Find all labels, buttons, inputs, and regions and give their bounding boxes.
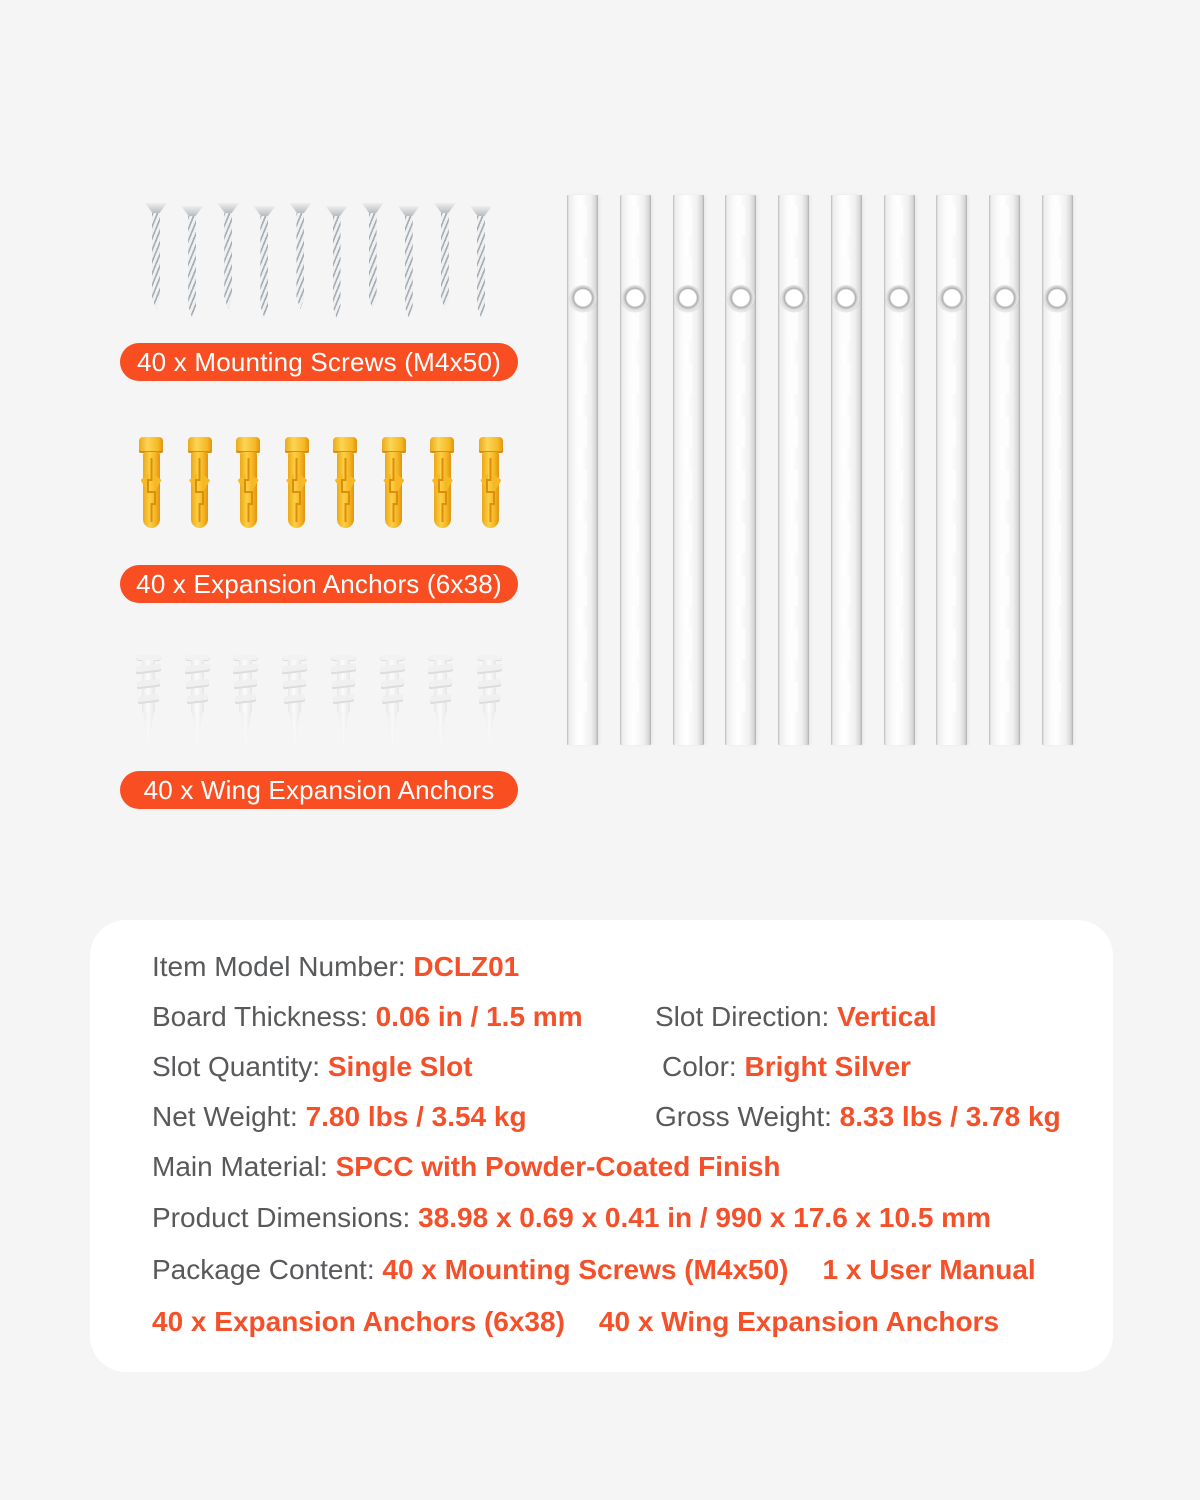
screw-head <box>253 206 275 216</box>
anchor-body <box>337 452 354 528</box>
wing-anchor-tip <box>289 711 300 745</box>
mounting-screw <box>289 203 311 321</box>
spec-slot-direction-value: Vertical <box>837 1001 937 1032</box>
rail-mounting-hole <box>832 285 860 313</box>
anchor-collar <box>333 437 357 453</box>
wall-standard-rail <box>567 195 598 745</box>
wing-anchor <box>379 655 406 747</box>
rail-mounting-hole <box>938 285 966 313</box>
wing-anchor-tip <box>435 711 446 745</box>
wing-anchor-tip <box>387 711 398 745</box>
anchor-body <box>143 452 160 528</box>
spec-slot-quantity <box>152 1050 473 1084</box>
wing-anchors-label-text: 40 x Wing Expansion Anchors <box>143 774 495 805</box>
screw-shaft <box>477 216 485 318</box>
wing-anchor <box>281 655 308 747</box>
expansion-anchors-label <box>120 565 518 603</box>
spec-item-model <box>152 950 519 984</box>
anchor-collar <box>139 437 163 453</box>
wing-anchor-fin <box>187 694 208 705</box>
wall-standard-rail <box>1042 195 1073 745</box>
expansion-anchor <box>428 437 456 537</box>
spec-net-weight-label: Net Weight: <box>152 1101 306 1132</box>
anchor-collar <box>479 437 503 453</box>
wing-anchor-tip <box>143 711 154 745</box>
anchor-slit-zigzag <box>143 452 160 528</box>
expansion-anchors-group <box>137 437 505 537</box>
spec-main-material <box>152 1150 781 1184</box>
spec-slot-quantity-value: Single Slot <box>327 1051 473 1082</box>
wing-anchor-fin <box>430 694 451 705</box>
wing-anchor-fin <box>332 679 355 690</box>
spec-slot-direction-label: Slot Direction: <box>655 1001 838 1032</box>
mounting-screw <box>434 203 456 321</box>
mounting-screw <box>253 206 275 324</box>
wing-anchor-fin <box>235 694 256 705</box>
wall-standard-rail <box>778 195 809 745</box>
spec-slot-quantity-label: Slot Quantity: <box>152 1051 328 1082</box>
spec-package-content-label: Package Content: <box>152 1254 383 1285</box>
wing-anchors-group <box>135 655 503 750</box>
anchor-body <box>240 452 257 528</box>
screw-head <box>289 203 311 213</box>
anchor-slit-zigzag <box>288 452 305 528</box>
spec-package-content-line2 <box>152 1305 999 1339</box>
rail-mounting-hole <box>1043 285 1071 313</box>
anchor-collar <box>382 437 406 453</box>
anchor-slit-zigzag <box>240 452 257 528</box>
spec-gross-weight-value: 8.33 lbs / 3.78 kg <box>839 1101 1061 1132</box>
wing-anchor-fin <box>428 663 453 674</box>
expansion-anchor <box>137 437 165 537</box>
screw-head <box>145 203 167 213</box>
expansion-anchors-label-text: 40 x Expansion Anchors (6x38) <box>136 568 502 599</box>
mounting-screw <box>181 206 203 324</box>
mounting-screws-label-text: 40 x Mounting Screws (M4x50) <box>137 346 501 377</box>
spec-item-model-label: Item Model Number: <box>152 951 414 982</box>
wing-anchor-fin <box>331 663 356 674</box>
spec-gross-weight-label: Gross Weight: <box>655 1101 840 1132</box>
spec-product-dimensions <box>152 1201 991 1235</box>
mounting-screw <box>217 203 239 321</box>
wall-standard-rail <box>989 195 1020 745</box>
wing-anchor-tip <box>240 711 251 745</box>
expansion-anchor <box>477 437 505 537</box>
expansion-anchor <box>380 437 408 537</box>
mounting-screw <box>326 206 348 324</box>
wing-anchor <box>184 655 211 747</box>
mounting-screw <box>362 203 384 321</box>
anchor-body <box>385 452 402 528</box>
mounting-screw <box>145 203 167 321</box>
spec-package-content-item: 40 x Mounting Screws (M4x50) <box>382 1254 789 1285</box>
wall-standard-rail <box>936 195 967 745</box>
screw-shaft <box>441 213 449 309</box>
wing-anchor-fin <box>429 679 452 690</box>
spec-gross-weight <box>655 1100 1061 1134</box>
rail-mounting-hole <box>569 285 597 313</box>
anchor-collar <box>188 437 212 453</box>
screw-shaft <box>188 216 196 318</box>
spec-board-thickness <box>152 1000 583 1034</box>
spec-slot-direction <box>655 1000 937 1034</box>
wing-anchor-fin <box>233 663 258 674</box>
screw-shaft <box>405 216 413 318</box>
wing-anchor-fin <box>478 679 501 690</box>
wing-anchor <box>135 655 162 747</box>
wing-anchor <box>232 655 259 747</box>
anchor-slit-zigzag <box>191 452 208 528</box>
wall-standard-rail <box>620 195 651 745</box>
rail-mounting-hole <box>780 285 808 313</box>
anchor-body <box>482 452 499 528</box>
expansion-anchor <box>283 437 311 537</box>
anchor-body <box>288 452 305 528</box>
screw-head <box>181 206 203 216</box>
wing-anchor <box>476 655 503 747</box>
screw-head <box>362 203 384 213</box>
anchor-collar <box>285 437 309 453</box>
anchor-slit-zigzag <box>482 452 499 528</box>
rail-mounting-hole <box>674 285 702 313</box>
rail-mounting-hole <box>621 285 649 313</box>
wing-anchor-fin <box>186 679 209 690</box>
wing-anchor-fin <box>283 679 306 690</box>
spec-product-dimensions-value: 38.98 x 0.69 x 0.41 in / 990 x 17.6 x 10.5 mm <box>418 1202 991 1233</box>
wing-anchor <box>427 655 454 747</box>
expansion-anchor <box>331 437 359 537</box>
mounting-screw <box>398 206 420 324</box>
wing-anchor-fin <box>333 694 354 705</box>
screw-shaft <box>296 213 304 309</box>
rail-mounting-hole <box>727 285 755 313</box>
wing-anchor-fin <box>381 679 404 690</box>
wall-standard-rail <box>673 195 704 745</box>
wing-anchor-tip <box>192 711 203 745</box>
spec-board-thickness-label: Board Thickness: <box>152 1001 376 1032</box>
mounting-screw <box>470 206 492 324</box>
spec-color <box>662 1050 911 1084</box>
rail-mounting-hole <box>991 285 1019 313</box>
screw-shaft <box>333 216 341 318</box>
wall-standard-rail <box>725 195 756 745</box>
screw-head <box>398 206 420 216</box>
spec-main-material-label: Main Material: <box>152 1151 336 1182</box>
screw-shaft <box>369 213 377 309</box>
spec-item-model-value: DCLZ01 <box>413 951 520 982</box>
screw-head <box>326 206 348 216</box>
spec-product-dimensions-label: Product Dimensions: <box>152 1202 419 1233</box>
wall-standards-group <box>567 195 1073 745</box>
spec-color-value: Bright Silver <box>744 1051 911 1082</box>
anchor-slit-zigzag <box>434 452 451 528</box>
wing-anchor <box>330 655 357 747</box>
spec-panel <box>90 920 1113 1372</box>
wall-standard-rail <box>884 195 915 745</box>
spec-package-content-item: 40 x Wing Expansion Anchors <box>598 1306 1000 1337</box>
wing-anchor-fin <box>382 694 403 705</box>
wing-anchor-fin <box>185 663 210 674</box>
expansion-anchor <box>234 437 262 537</box>
rail-mounting-hole <box>885 285 913 313</box>
spec-net-weight <box>152 1100 527 1134</box>
screw-head <box>217 203 239 213</box>
spec-net-weight-value: 7.80 lbs / 3.54 kg <box>305 1101 527 1132</box>
anchor-collar <box>236 437 260 453</box>
spec-board-thickness-value: 0.06 in / 1.5 mm <box>375 1001 583 1032</box>
screw-head <box>470 206 492 216</box>
wing-anchor-tip <box>338 711 349 745</box>
wing-anchor-fin <box>234 679 257 690</box>
screw-shaft <box>152 213 160 309</box>
wing-anchor-fin <box>380 663 405 674</box>
screw-head <box>434 203 456 213</box>
screw-shaft <box>224 213 232 309</box>
wing-anchor-fin <box>282 663 307 674</box>
spec-package-content-item: 1 x User Manual <box>822 1254 1036 1285</box>
expansion-anchor <box>186 437 214 537</box>
spec-main-material-value: SPCC with Powder-Coated Finish <box>335 1151 781 1182</box>
wing-anchor-fin <box>477 663 502 674</box>
wing-anchor-fin <box>479 694 500 705</box>
anchor-slit-zigzag <box>385 452 402 528</box>
spec-package-content-item: 40 x Expansion Anchors (6x38) <box>152 1306 565 1337</box>
wing-anchor-fin <box>136 663 161 674</box>
wing-anchor-fin <box>284 694 305 705</box>
anchor-body <box>434 452 451 528</box>
mounting-screws-group <box>145 203 492 323</box>
wing-anchor-tip <box>484 711 495 745</box>
wing-anchor-fin <box>137 679 160 690</box>
anchor-body <box>191 452 208 528</box>
spec-color-label: Color: <box>662 1051 745 1082</box>
screw-shaft <box>260 216 268 318</box>
wing-anchors-label <box>120 771 518 809</box>
anchor-slit-zigzag <box>337 452 354 528</box>
mounting-screws-label <box>120 343 518 381</box>
anchor-collar <box>430 437 454 453</box>
wing-anchor-fin <box>138 694 159 705</box>
spec-package-content-line1 <box>152 1253 1036 1287</box>
wall-standard-rail <box>831 195 862 745</box>
